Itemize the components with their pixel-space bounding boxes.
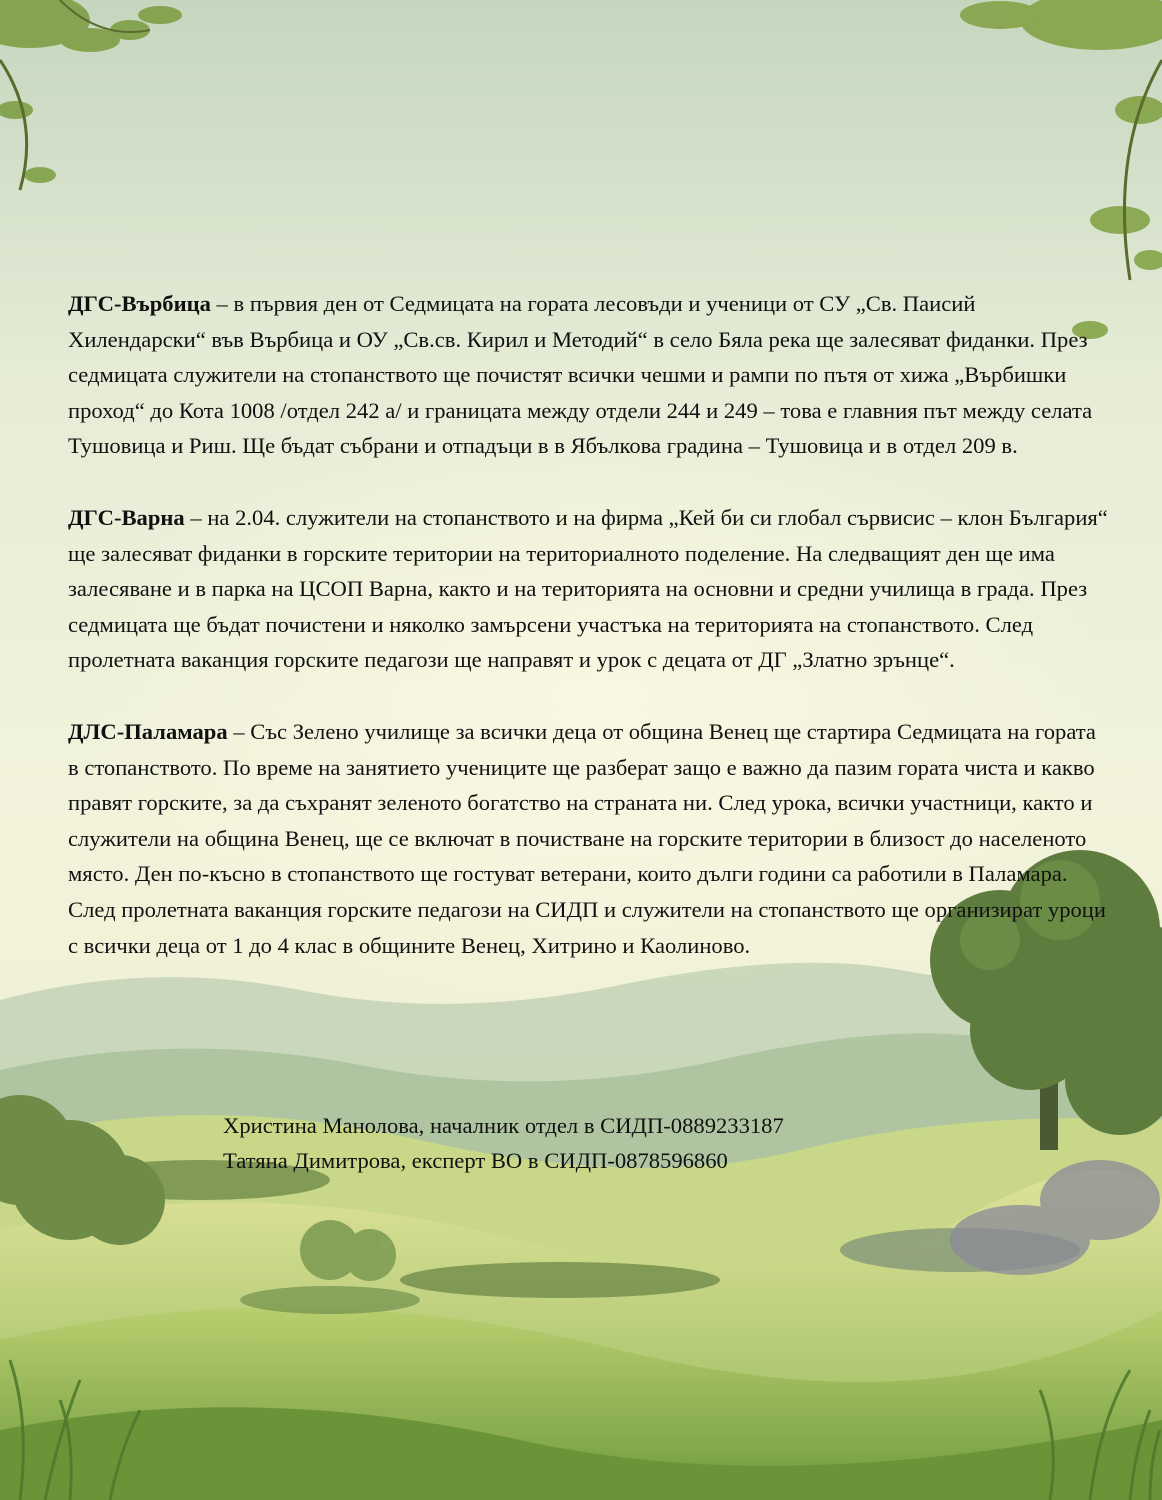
signature-line-2: Татяна Димитрова, експерт ВО в СИДП-0878596860: [223, 1148, 728, 1173]
paragraph-heading: ДГС-Върбица: [68, 291, 211, 316]
signature-block: [223, 1108, 784, 1178]
paragraph-dgs-varbitsa: [68, 286, 1108, 464]
paragraph-dgs-varna: [68, 500, 1108, 678]
signature-line-1: Христина Манолова, началник отдел в СИДП-0889233187: [223, 1113, 784, 1138]
paragraph-heading: ДГС-Варна: [68, 504, 185, 530]
paragraph-text: – на 2.04. служители на стопанството и на фирма „Кей би си глобал сървисис – клон България“ ще залесяват фиданки в горските територии на териториалното поделение. На следващият ден ще има залесяване и в парка на ЦСОП Варна, както и на територията на основни и средни училища в града. През седмицата ще бъдат почистени и няколко замърсени участъка на територията на стопанството. След пролетната ваканция горските педагози ще направят и урок с децата от ДГ „Златно зрънце“.: [68, 504, 1108, 673]
paragraph-text: – в първия ден от Седмицата на гората лесовъди и ученици от СУ „Св. Паисий Хилендарски“ във Върбица и ОУ „Св.св. Кирил и Методий“ в село Бяла река ще залесяват фиданки. През седмицата служители на стопанството ще почистят всички чешми и рампи по пътя от хижа „Върбишки проход“ до Кота 1008 /отдел 242 а/ и границата между отдели 244 и 249 – това е главния път между селата Тушовица и Риш. Ще бъдат събрани и отпадъци в в Ябълкова градина – Тушовица и в отдел 209 в.: [68, 291, 1093, 459]
paragraph-text: – Със Зелено училище за всички деца от община Венец ще стартира Седмицата на гората в стопанството. По време на занятието учениците ще разберат защо е важно да пазим гората чиста и какво правят горските, за да съхранят зеленото богатство на страната ни. След урока, всички участници, както и служители на община Венец, ще се включат в почистване на горските територии в близост до населеното място. Ден по-късно в стопанството ще гостуват ветерани, които дълги години са работили в Паламара. След пролетната ваканция горските педагози на СИДП и служители на стопанството ще организират уроци с всички деца от 1 до 4 клас в общините Венец, Хитрино и Каолиново.: [68, 718, 1106, 958]
paragraph-heading: ДЛС-Паламара: [68, 718, 228, 744]
paragraph-dls-palamara: [68, 714, 1108, 963]
article-body: [68, 286, 1108, 999]
